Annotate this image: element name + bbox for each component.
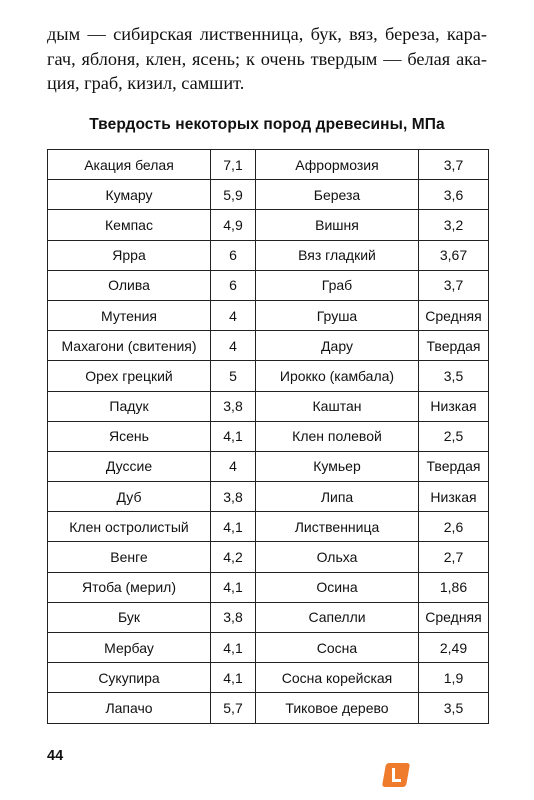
wood-name-cell: Сосна корейская [256,663,419,693]
table-row [48,331,489,361]
wood-name-cell: Ольха [256,542,419,572]
hardness-value-cell: 4 [211,451,256,481]
wood-name-cell: Дуб [48,482,211,512]
table-row [48,391,489,421]
wood-name-cell: Каштан [256,391,419,421]
table-row [48,482,489,512]
hardness-value-cell: 2,6 [419,512,489,542]
hardness-value-cell: 3,5 [419,361,489,391]
hardness-value-cell: 4,1 [211,421,256,451]
hardness-value-cell: 5,9 [211,180,256,210]
table-title: Твердость некоторых пород древесины, МПа [89,116,445,133]
wood-name-cell: Ясень [48,421,211,451]
page-number: 44 [47,748,64,764]
hardness-value-cell: 6 [211,240,256,270]
table-row [48,633,489,663]
wood-name-cell: Падук [48,391,211,421]
hardness-value-cell: Низкая [419,482,489,512]
wood-name-cell: Береза [256,180,419,210]
table-row [48,602,489,632]
wood-name-cell: Олива [48,270,211,300]
hardness-value-cell: 7,1 [211,150,256,180]
hardness-value-cell: 4,2 [211,542,256,572]
intro-line: ция, граб, кизил, самшит. [47,73,245,93]
wood-name-cell: Махагони (свитения) [48,331,211,361]
hardness-value-cell: 4,1 [211,663,256,693]
table-row [48,693,489,723]
hardness-value-cell: 3,8 [211,482,256,512]
table-row [48,210,489,240]
table-row [48,180,489,210]
hardness-value-cell: 3,8 [211,602,256,632]
wood-name-cell: Ирокко (камбала) [256,361,419,391]
wood-name-cell: Сосна [256,633,419,663]
wood-name-cell: Венге [48,542,211,572]
wood-name-cell: Кумару [48,180,211,210]
wood-name-cell: Вишня [256,210,419,240]
wood-name-cell: Клен полевой [256,421,419,451]
wood-name-cell: Кемпас [48,210,211,240]
wood-name-cell: Ятоба (мерил) [48,572,211,602]
wood-name-cell: Бук [48,602,211,632]
table-row [48,572,489,602]
table-body [48,150,489,724]
hardness-value-cell: Средняя [419,602,489,632]
table-row [48,542,489,572]
hardness-value-cell: Средняя [419,300,489,330]
wood-name-cell: Лапачо [48,693,211,723]
table-row [48,240,489,270]
wood-name-cell: Дуссие [48,451,211,481]
wood-name-cell: Тиковое дерево [256,693,419,723]
wood-name-cell: Лиственница [256,512,419,542]
hardness-value-cell: 3,5 [419,693,489,723]
table-row [48,150,489,180]
table-row [48,451,489,481]
hardness-value-cell: 3,7 [419,150,489,180]
hardness-value-cell: 6 [211,270,256,300]
intro-line: дым — сибирская лиственница, бук, вяз, береза, кара- [47,24,487,44]
hardness-table-wrapper [47,149,488,724]
hardness-value-cell: 3,8 [211,391,256,421]
hardness-value-cell: Низкая [419,391,489,421]
hardness-value-cell: 2,49 [419,633,489,663]
hardness-value-cell: 4 [211,300,256,330]
wood-name-cell: Сапелли [256,602,419,632]
hardness-value-cell: 4 [211,331,256,361]
hardness-value-cell: Твердая [419,331,489,361]
hardness-value-cell: 1,86 [419,572,489,602]
intro-paragraph [47,22,487,96]
hardness-value-cell: 3,7 [419,270,489,300]
wood-name-cell: Кумьер [256,451,419,481]
hardness-value-cell: 3,67 [419,240,489,270]
wood-name-cell: Осина [256,572,419,602]
table-row [48,270,489,300]
wood-name-cell: Сукупира [48,663,211,693]
wood-name-cell: Вяз гладкий [256,240,419,270]
table-row [48,361,489,391]
wood-name-cell: Липа [256,482,419,512]
table-row [48,512,489,542]
wood-name-cell: Афрормозия [256,150,419,180]
hardness-value-cell: 2,7 [419,542,489,572]
table-row [48,421,489,451]
hardness-value-cell: 4,1 [211,572,256,602]
hardness-value-cell: 2,5 [419,421,489,451]
wood-name-cell: Граб [256,270,419,300]
hardness-value-cell: 4,1 [211,512,256,542]
hardness-value-cell: 3,2 [419,210,489,240]
table-row [48,300,489,330]
hardness-value-cell: Твердая [419,451,489,481]
wood-name-cell: Дару [256,331,419,361]
wood-name-cell: Груша [256,300,419,330]
table-row [48,663,489,693]
wood-name-cell: Клен остролистый [48,512,211,542]
wood-name-cell: Мутения [48,300,211,330]
intro-line: гач, яблоня, клен, ясень; к очень твердым — белая ака- [47,48,487,69]
wood-name-cell: Акация белая [48,150,211,180]
hardness-value-cell: 4,1 [211,633,256,663]
hardness-value-cell: 4,9 [211,210,256,240]
hardness-value-cell: 3,6 [419,180,489,210]
hardness-value-cell: 5 [211,361,256,391]
hardness-value-cell: 5,7 [211,693,256,723]
wood-name-cell: Мербау [48,633,211,663]
wood-name-cell: Ярра [48,240,211,270]
wood-name-cell: Орех грецкий [48,361,211,391]
wood-hardness-table [47,149,489,724]
hardness-value-cell: 1,9 [419,663,489,693]
labirint-logo-icon [382,763,410,787]
